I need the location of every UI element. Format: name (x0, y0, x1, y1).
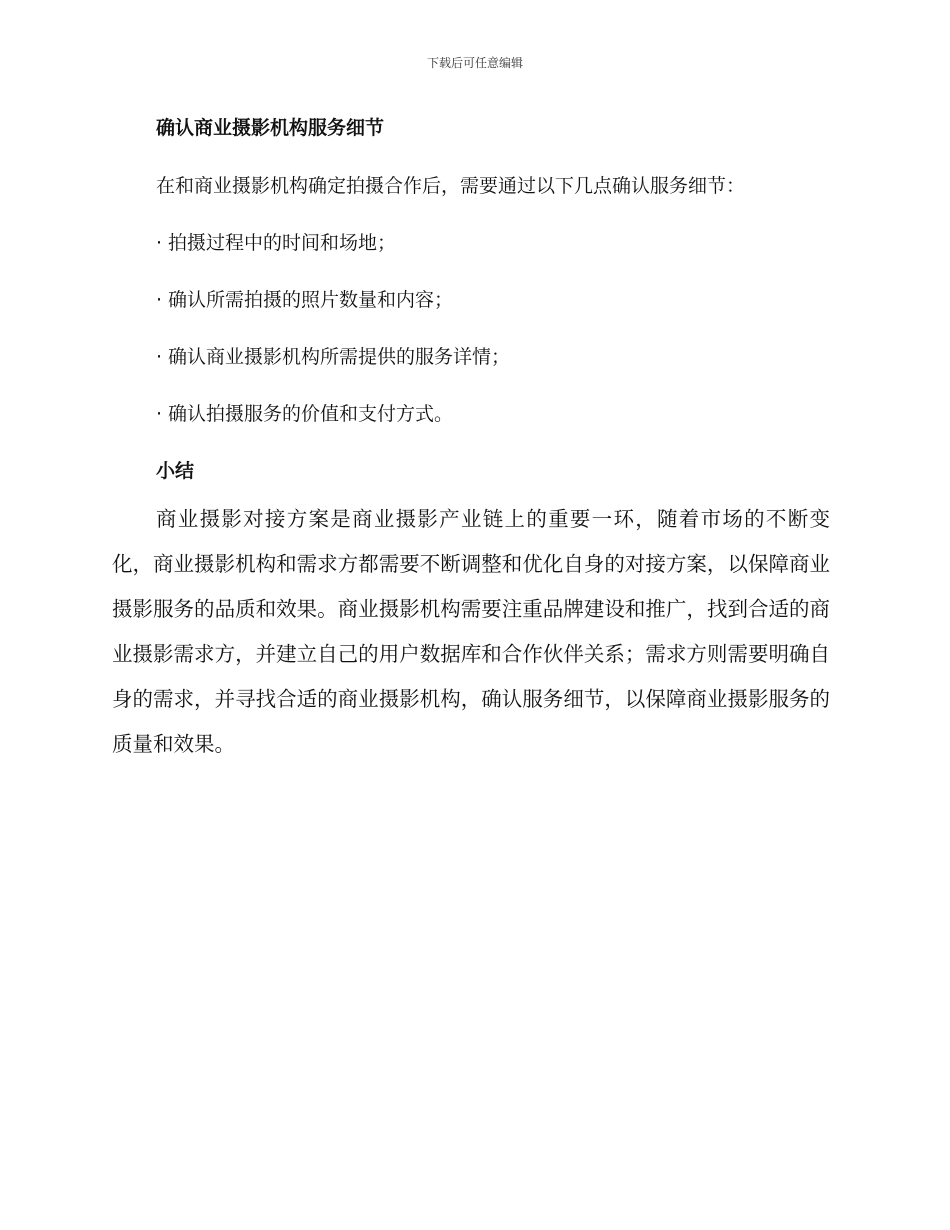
section-heading-summary: 小结 (156, 460, 195, 482)
list-item (112, 398, 830, 430)
section-intro: 在和商业摄影机构确定拍摄合作后，需要通过以下几点确认服务细节： (156, 175, 746, 197)
service-details-list (112, 227, 830, 430)
list-item-text: 确认拍摄服务的价值和支付方式。 (168, 403, 454, 425)
page-header-note: 下载后可任意编辑 (426, 56, 523, 70)
list-item-text: 拍摄过程中的时间和场地； (168, 232, 397, 254)
bullet-icon: · (156, 232, 163, 254)
section-heading-service-details: 确认商业摄影机构服务细节 (156, 117, 385, 139)
list-item-text: 确认商业摄影机构所需提供的服务详情； (168, 346, 511, 368)
list-item (112, 227, 830, 259)
document-body (112, 112, 830, 767)
list-item-text: 确认所需拍摄的照片数量和内容； (168, 289, 454, 311)
list-item (112, 341, 830, 373)
bullet-icon: · (156, 403, 163, 425)
list-item (112, 284, 830, 316)
bullet-icon: · (156, 346, 163, 368)
bullet-icon: · (156, 289, 163, 311)
summary-paragraph: 商业摄影对接方案是商业摄影产业链上的重要一环，随着市场的不断变化，商业摄影机构和需求方都需要不断调整和优化自身的对接方案，以保障商业摄影服务的品质和效果。商业摄影机构需要注重品牌建设和推广，找到合适的商业摄影需求方，并建立自己的用户数据库和合作伙伴关系；需求方则需要明确自身的需求，并寻找合适的商业摄影机构，确认服务细节，以保障商业摄影服务的质量和效果。 (112, 507, 830, 756)
